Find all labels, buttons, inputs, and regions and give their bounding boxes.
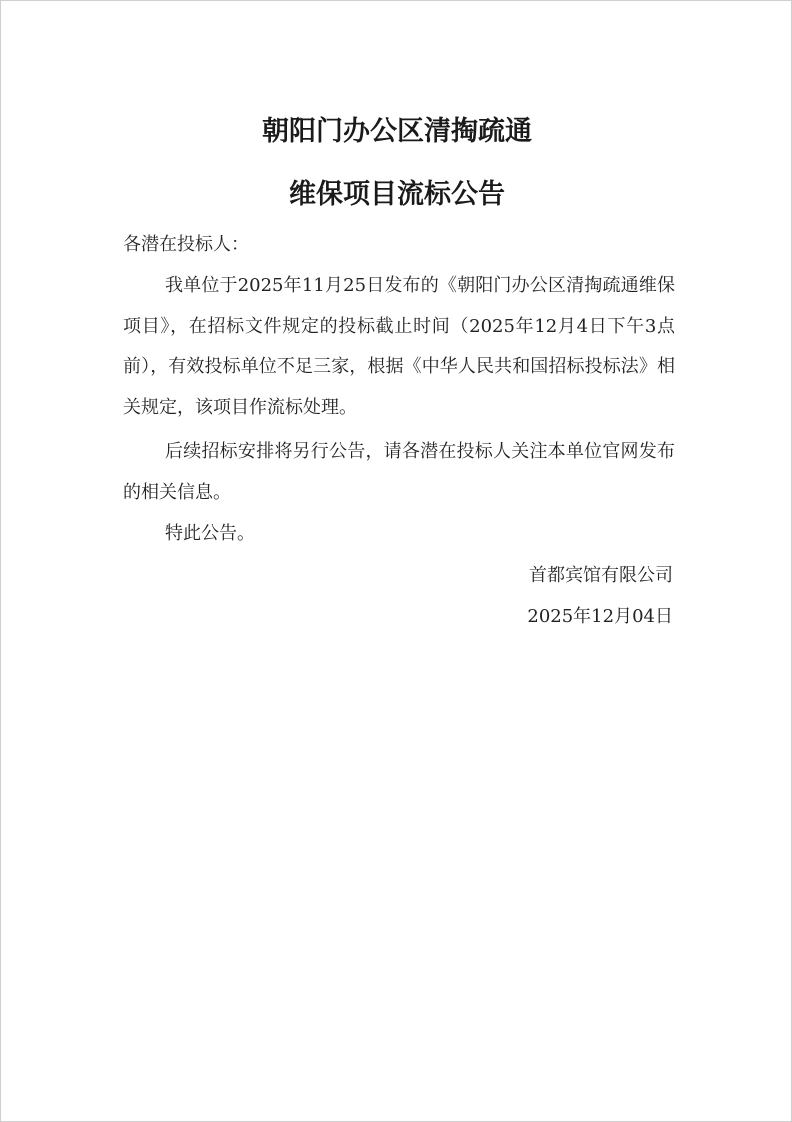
body-paragraph: 我单位于2025年11月25日发布的《朝阳门办公区清掏疏通维保项目》，在招标文件规定的投标截止时间（2025年12月4日下午3点前），有效投标单位不足三家，根据《中华人民共和国招标投标法》相关规定，该项目作流标处理。: [123, 275, 675, 418]
document-title-line-2: 维保项目流标公告: [289, 179, 505, 210]
body-paragraph: 后续招标安排将另行公告，请各潜在投标人关注本单位官网发布的相关信息。: [123, 441, 675, 503]
document-title-line-1: 朝阳门办公区清掏疏通: [262, 116, 532, 147]
signature-date: 2025年12月04日: [527, 606, 673, 627]
signature-company: 首都宾馆有限公司: [529, 565, 673, 586]
salutation: 各潜在投标人：: [123, 234, 249, 255]
body-paragraph: 特此公告。: [165, 523, 255, 544]
